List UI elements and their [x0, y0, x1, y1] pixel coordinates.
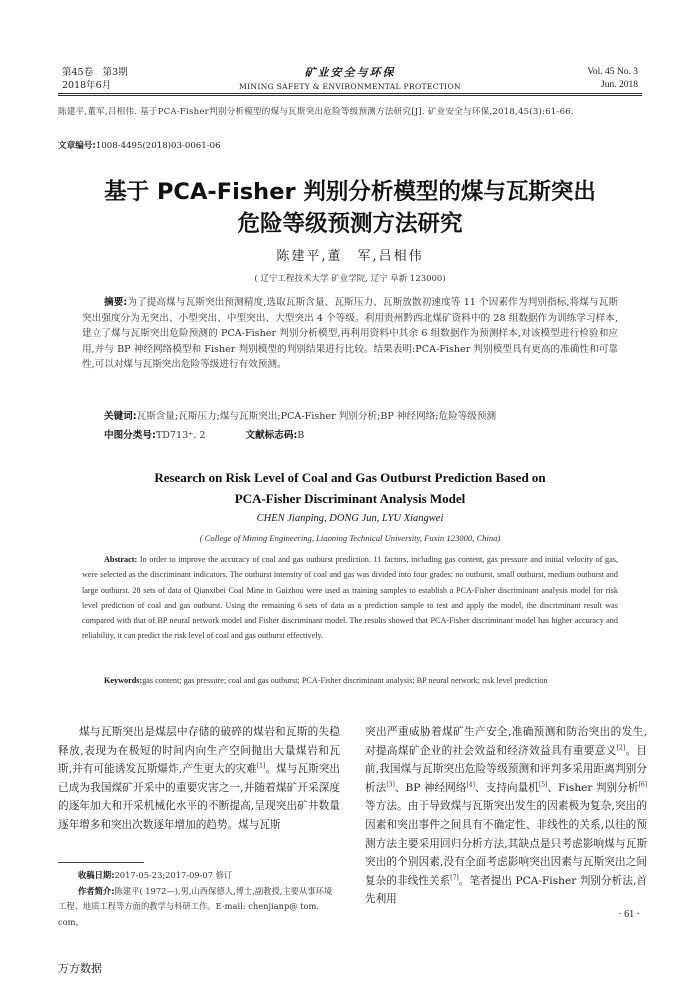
affiliation-en: ( College of Mining Engineering, Liaoning Technical University, Fuxin 123000, China) [199, 533, 501, 543]
abstract-cn: 摘要:为了提高煤与瓦斯突出预测精度,选取瓦斯含量、瓦斯压力、瓦斯放散初速度等 11 个因素作为判别指标,将煤与瓦斯突出强度分为无突出、小型突出、中型突出、大型突出 4 个等级。利用贵州黔西北煤矿资料中的 28 组数据作为训练学习样本,建立了煤与瓦斯突出危险预测的 PCA-Fisher 判别分析模型,再利用资料中其余 6 组数据作为预测样本,对该模型进行检验和应用,并与 BP 神经网络模型和 Fisher 判别模型的判别结果进行比较。结果表明:PCA-Fisher 判别模型具有更高的准确性和可靠性,可以对煤与瓦斯突出危险等级进行有效预测。 [82, 297, 618, 371]
keywords-en: Keywords:gas content; gas pressure; coal and gas outburst; PCA-Fisher discriminant analysis; BP neural network; risk level prediction [104, 676, 548, 685]
authors-en: CHEN Jianping, DONG Jun, LYU Xiangwei [256, 513, 444, 524]
header-rule [58, 93, 642, 94]
page-title: 基于 PCA-Fisher 判别分析模型的煤与瓦斯突出 危险等级预测方法研究 [104, 179, 596, 237]
author-bio: 作者简介:陈建平( 1972—),男,山西保德人,博士,副教授,主要从事环境工程、地质工程等方面的教学与科研工作。E-mail: chenjianp@ tom. com。 [58, 885, 333, 927]
article-number: 文章编号:1008-4495(2018)03-0061-06 [58, 141, 221, 151]
footnote [58, 868, 340, 930]
footnote-rule [58, 862, 144, 863]
journal-title: 矿业安全与环保 MINING SAFETY & ENVIRONMENTAL PROTECTION [239, 66, 461, 91]
body-column-right: 突出严重威胁着煤矿生产安全,准确预测和防治突出的发生,对提高煤矿企业的社会效益和经济效益具有重要意义[2]。目前,我国煤与瓦斯突出危险等级预测和评判多采用距离判别分析法[3]、BP 神经网络[4]、支持向量机[5]、Fisher 判别分析[6]等方法。由于导致煤与瓦斯突出发生的因素极为复杂,突出的因素和突出事件之间具有不确定性、非线性的关系,以往的预测方法主要采用回归分析方法,其缺点是只考虑影响煤与瓦斯突出的个别因素,没有全面考虑影响突出因素与瓦斯突出之间复杂的非线性关系[7]。笔者提出 PCA-Fisher 判别分析法,首先利用 [365, 726, 648, 906]
header-volume-en: Vol. 45 No. 3 Jun. 2018 [587, 67, 638, 90]
authors: 陈建平,董 军,吕相伟 [276, 249, 424, 264]
reference-3[interactable]: [3] [386, 781, 395, 789]
reference-2[interactable]: [2] [616, 744, 626, 752]
reference-7[interactable]: [7] [450, 874, 459, 882]
received-date: 收稿日期:2017-05-23;2017-09-07 修订 [78, 870, 233, 880]
keywords-cn: 关键词:瓦斯含量;瓦斯压力;煤与瓦斯突出;PCA-Fisher 判别分析;BP 神经网络;危险等级预测 [104, 411, 497, 422]
page-number: · 61 · [618, 909, 640, 920]
reference-5[interactable]: [5] [538, 781, 548, 789]
abstract-en: Abstract: In order to improve the accuracy of coal and gas outburst prediction. 11 factors, including gas content, gas pressure and initial velocity of gas, were selected as the discriminant indicators. The outburst intensity of coal and gas was divided into four grades: no outburst, small outburst, medium outburst and large outburst. 28 sets of data of Qianxibei Coal Mine in Guizhou were used as training samples to establish a PCA-Fisher discriminant analysis model for risk level prediction of coal and gas outburst. Using the remaining 6 sets of data as a prediction sample to test and apply the model, the discriminant result was compared with that of BP neural network model and Fisher discriminant model. The results showed that PCA-Fisher discriminant model has higher accuracy and reliability, it can predict the risk level of coal and gas outburst effectively. [82, 555, 618, 641]
reference-1[interactable]: [1] [256, 762, 266, 770]
reference-6[interactable]: [6] [638, 781, 648, 789]
watermark: 万方数据 [58, 962, 102, 975]
body-column-left: 煤与瓦斯突出是煤层中存储的破碎的煤岩和瓦斯的失稳释放,表现为在极短的时间内向生产空间抛出大量煤岩和瓦斯,并有可能诱发瓦斯爆炸,产生更大的灾难[1]。煤与瓦斯突出已成为我国煤矿开采中的重要灾害之一,并随着煤矿开采深度的逐年加大和开采机械化水平的不断提高,呈现突出矿井数量逐年增多和突出次数逐年增加的趋势。煤与瓦斯 [58, 726, 341, 831]
title-en: Research on Risk Level of Coal and Gas Outburst Prediction Based on PCA-Fisher Discriminant Analysis Model [154, 470, 546, 506]
reference-4[interactable]: [4] [466, 781, 475, 789]
affiliation: ( 辽宁工程技术大学 矿业学院, 辽宁 阜新 123000) [254, 274, 446, 284]
citation: 陈建平,董军,吕相伟. 基于PCA-Fisher判别分析模型的煤与瓦斯突出危险等级预测方法研究[J]. 矿业安全与环保,2018,45(3):61-66. [58, 107, 574, 117]
header-rule-2 [58, 95, 642, 96]
classification: 中图分类号:TD713⁺. 2 文献标志码:B [104, 430, 305, 441]
header-volume-cn: 第45卷 第3期 2018年6月 [62, 67, 128, 91]
